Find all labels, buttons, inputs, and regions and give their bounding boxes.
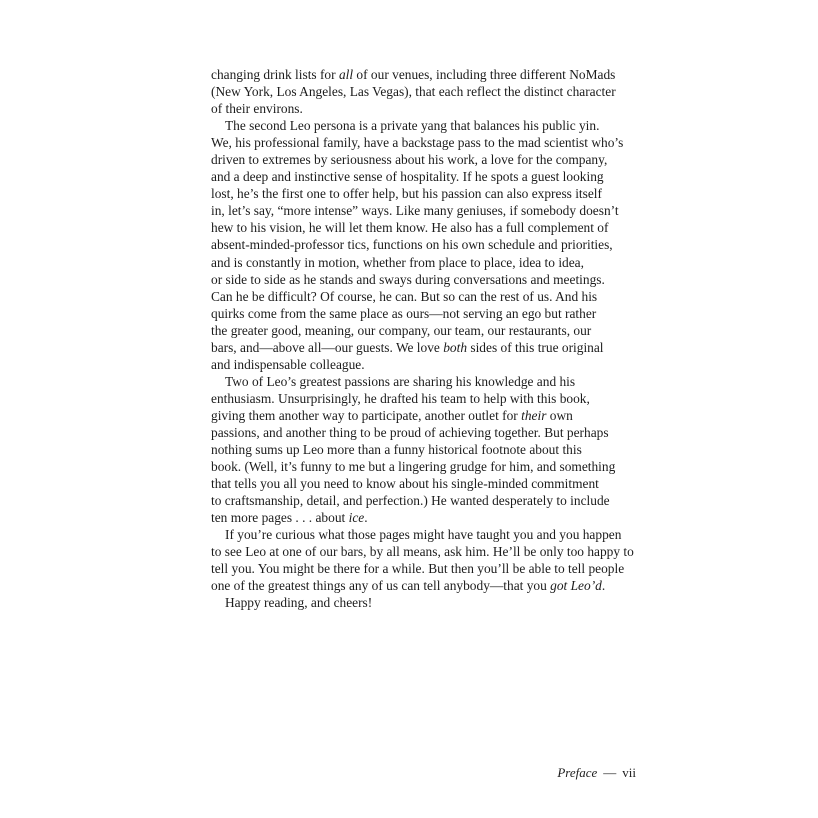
text-line <box>211 254 631 271</box>
text-line <box>211 424 631 441</box>
preface-body-text <box>211 66 634 612</box>
text-run: enthusiasm. Unsurprisingly, he drafted his team to help with this book, <box>211 390 590 406</box>
italic-emphasis: all <box>338 67 354 82</box>
footer-separator: — <box>603 765 617 780</box>
text-line <box>211 560 631 577</box>
text-run: Happy reading, and cheers! <box>225 595 373 611</box>
text-run: sides of this true original <box>467 339 604 355</box>
text-line <box>211 356 631 373</box>
text-line <box>211 407 631 424</box>
text-line <box>211 134 631 151</box>
text-run: own <box>546 407 573 423</box>
text-line <box>211 373 631 390</box>
text-line <box>211 390 631 407</box>
text-run: absent-minded-professor tics, functions on his own schedule and priorities, <box>211 237 613 253</box>
text-run: . <box>364 510 368 526</box>
text-line <box>211 288 631 305</box>
text-run: (New York, Los Angeles, Las Vegas), that each reflect the distinct character <box>211 84 616 100</box>
text-run: the greater good, meaning, our company, our team, our restaurants, our <box>211 322 592 338</box>
text-run: of their environs. <box>211 101 303 117</box>
text-run: The second Leo persona is a private yang that balances his public yin. <box>225 118 600 134</box>
text-line <box>211 117 631 134</box>
text-run: of our venues, including three different NoMads <box>353 67 616 82</box>
text-line <box>211 594 631 611</box>
text-run: to see Leo at one of our bars, by all means, ask him. He’ll be only too happy to <box>211 544 634 560</box>
running-footer-section-name: Preface <box>557 765 598 780</box>
text-run: passions, and another thing to be proud of achieving together. But perhaps <box>211 424 609 440</box>
text-run: giving them another way to participate, another outlet for <box>211 407 522 423</box>
text-run: Can he be difficult? Of course, he can. But so can the rest of us. And his <box>211 288 598 304</box>
text-run: nothing sums up Leo more than a funny historical footnote about this <box>211 442 582 458</box>
italic-emphasis: ice <box>348 510 365 526</box>
text-run: and a deep and instinctive sense of hospitality. If he spots a guest looking <box>211 169 604 185</box>
text-line <box>211 202 631 219</box>
text-run: Two of Leo’s greatest passions are sharing his knowledge and his <box>225 373 576 389</box>
text-line <box>211 168 631 185</box>
text-run: If you’re curious what those pages might have taught you and you happen <box>225 527 622 543</box>
text-line <box>211 492 631 509</box>
italic-emphasis: their <box>521 407 547 423</box>
text-line <box>211 271 631 288</box>
text-line <box>211 151 631 168</box>
text-run: changing drink lists for <box>211 67 339 82</box>
text-line <box>211 475 631 492</box>
text-line <box>211 322 631 339</box>
text-line <box>211 83 631 100</box>
text-line <box>211 185 631 202</box>
text-line <box>211 441 631 458</box>
text-run: tell you. You might be there for a while. But then you’ll be able to tell people <box>211 561 625 577</box>
text-run: or side to side as he stands and sways during conversations and meetings. <box>211 271 605 287</box>
text-run: and is constantly in motion, whether from place to place, idea to idea, <box>211 254 584 270</box>
text-run: hew to his vision, he will let them know. He also has a full complement of <box>211 220 609 236</box>
text-run: driven to extremes by seriousness about his work, a love for the company, <box>211 152 608 168</box>
text-line <box>211 509 631 526</box>
text-line <box>211 526 631 543</box>
page-number: vii <box>622 765 636 780</box>
text-run: book. (Well, it’s funny to me but a lingering grudge for him, and something <box>211 459 616 475</box>
text-run: . <box>601 578 606 594</box>
text-line <box>211 219 631 236</box>
text-line <box>211 458 631 475</box>
text-run: that tells you all you need to know about his single-minded commitment <box>211 476 599 492</box>
text-line <box>211 339 631 356</box>
text-run: bars, and—above all—our guests. We love <box>211 339 444 355</box>
text-run: We, his professional family, have a backstage pass to the mad scientist who’s <box>211 135 624 151</box>
text-run: quirks come from the same place as ours—not serving an ego but rather <box>211 305 597 321</box>
text-line <box>211 305 631 322</box>
text-line <box>211 236 631 253</box>
text-line <box>211 100 631 117</box>
text-line <box>211 543 634 560</box>
text-run: and indispensable colleague. <box>211 356 365 372</box>
italic-emphasis: got Leo’d <box>550 578 602 594</box>
text-run: in, let’s say, “more intense” ways. Like many geniuses, if somebody doesn’t <box>211 203 619 219</box>
text-run: lost, he’s the first one to offer help, but his passion can also express itself <box>211 186 602 202</box>
text-run: to craftsmanship, detail, and perfection.) He wanted desperately to include <box>211 493 610 509</box>
italic-emphasis: both <box>443 339 468 355</box>
text-line <box>211 66 631 83</box>
text-run: ten more pages . . . about <box>211 510 349 526</box>
text-line <box>211 577 631 594</box>
text-run: one of the greatest things any of us can tell anybody—that you <box>211 578 551 594</box>
page-footer <box>557 765 636 781</box>
